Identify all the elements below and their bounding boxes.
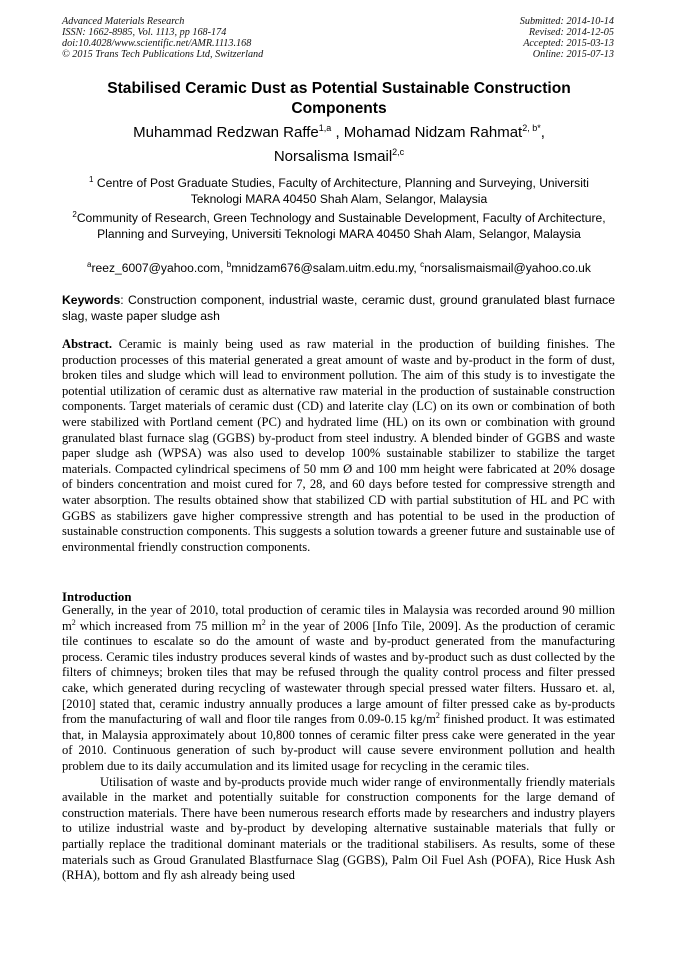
email-address[interactable]: norsalismaismail@yahoo.co.uk <box>424 261 591 275</box>
author-sup: 2,c <box>392 147 405 157</box>
author-sup: 1,a <box>318 123 332 133</box>
section-heading-introduction: Introduction <box>62 590 132 604</box>
introduction-body <box>62 603 615 884</box>
date-accepted: Accepted: 2015-03-13 <box>523 38 614 49</box>
affiliation-text: Community of Research, Green Technology and Sustainable Development, Faculty of Architecture, Planning and Surveying, Universiti Teknologi MARA 40450 Shah Alam, Selangor, Malaysia <box>76 211 606 241</box>
intro-paragraph-2: Utilisation of waste and by-products provide much wider range of environmentally friendly materials available in the market and potentially suitable for construction components for the large demand of construction materials. There have been numerous research efforts made by researchers and industry players to utilize industrial waste and by-product by developing alternative sustainable materials that fully or partially replace the traditional dominant materials or the traditional stabilisers. As results, some of these materials such as Groud Granulated Blastfurnace Slag (GGBS), Palm Oil Fuel Ash (POFA), Rice Husk Ash (RHA), bottom and fly ash already being used <box>62 774 615 883</box>
journal-name: Advanced Materials Research <box>62 16 185 27</box>
affiliation-text: Centre of Post Graduate Studies, Faculty of Architecture, Planning and Surveying, Universiti Teknologi MARA 40450 Shah Alam, Selangor, Malaysia <box>93 176 589 206</box>
intro-text: in the year of 2006 [Info Tile, 2009]. As the production of ceramic tile continues to escalate so do the amount of waste and by-product generated from the manufacturing process. Ceramic tiles industry produces several kinds of wastes and by-product such as dust collected by the filters of chimneys; broken tiles that may be refused through the quality control process and filter pressed cake, which generated during recycling of wastewater through special pressed water filters. Hussaro et. al, [2010] stated that, ceramic industry annually produces a large amount of filter pressed cake as by-products from the manufacturing of wall and floor tile ranges from 0.09-0.15 kg/m <box>62 618 615 727</box>
abstract <box>62 337 615 555</box>
author-sup: 2, b* <box>522 123 541 133</box>
author-sep: , <box>540 124 545 141</box>
email-address[interactable]: mnidzam676@salam.uitm.edu.my, <box>231 261 421 275</box>
intro-text: which increased from 75 million m <box>75 618 262 633</box>
journal-doi[interactable]: doi:10.4028/www.scientific.net/AMR.1113.168 <box>62 38 252 49</box>
affiliation-1 <box>62 175 616 207</box>
abstract-text: Ceramic is mainly being used as raw material in the production of building finishes. The production processes of this material generated a great amount of waste and by-product in the form of dust, broken tiles and sludge which will lead to environment pollution. The aim of this study is to investigate the potential utilization of ceramic dust as alternative raw material in the production of sustainable construction components. Target materials of ceramic dust (CD) and laterite clay (LC) on its own or combination of both were stabilized with Portland cement (PC) and hydrated lime (HL) on its own or combination with ground granulated blast furnace slag (GGBS) by-product from steel industry. A blended binder of GGBS and waste paper sludge ash (WPSA) was also used to develop 100% sustainable stabilizer to stabilize the target materials. Compacted cylindrical specimens of 50 mm Ø and 100 mm height were fabricated at 20% dosage of binders concentration and moist cured for 7, 28, and 60 days before tested for compressive strength and water absorption. The results obtained show that stabilized CD with partial substitution of HL and PC with GGBS as stabilizers gave higher compressive strength and has potential to be used in the production of sustainable construction components. This suggests a solution towards a greener future and sustainable use of environmental friendly construction components. <box>62 337 615 554</box>
author-name: Norsalisma Ismail <box>273 148 393 165</box>
intro-sup: 2 <box>435 710 440 720</box>
intro-text: finished product. It was estimated that, in Malaysia approximately about 10,800 tonnes of ceramic filter press cake were generated in the year of 2010. Continuous generation of such by-product will cause severe environment pollution and health problem due to its daily accumulation and its limited usage for recycling in the ceramic tiles. <box>62 712 615 773</box>
intro-text: Generally, in the year of 2010, total production of ceramic tiles in Malaysia was recorded around 90 million m <box>62 603 615 633</box>
date-online: Online: 2015-07-13 <box>532 49 614 60</box>
email-sup: a <box>87 259 92 269</box>
keywords-label: Keywords <box>62 293 121 307</box>
journal-info <box>62 16 263 60</box>
email-address[interactable]: reez_6007@yahoo.com, <box>91 261 227 275</box>
affiliation-sup: 1 <box>89 174 94 184</box>
keywords-text: : Construction component, industrial waste, ceramic dust, ground granulated blast furnace slag, waste paper sludge ash <box>62 293 615 323</box>
journal-copyright: © 2015 Trans Tech Publications Ltd, Switzerland <box>62 49 264 60</box>
intro-sup: 2 <box>261 617 266 627</box>
abstract-label: Abstract. <box>62 337 113 351</box>
publication-dates <box>520 16 614 60</box>
email-sup: c <box>420 259 425 269</box>
email-sup: b <box>226 259 232 269</box>
intro-sup: 2 <box>71 617 76 627</box>
intro-paragraph-1 <box>62 603 615 775</box>
affiliation-2 <box>62 210 616 242</box>
journal-issn: ISSN: 1662-8985, Vol. 1113, pp 168-174 <box>62 27 227 38</box>
paper-title: Stabilised Ceramic Dust as Potential Sustainable Construction Components <box>107 80 571 117</box>
author-list <box>62 121 616 169</box>
keywords <box>62 292 615 324</box>
author-sep: , <box>331 124 344 141</box>
date-revised: Revised: 2014-12-05 <box>528 27 614 38</box>
email-list <box>62 260 616 276</box>
author-name: Muhammad Redzwan Raffe <box>133 124 319 141</box>
affiliation-sup: 2 <box>72 209 77 219</box>
author-name: Mohamad Nidzam Rahmat <box>343 124 523 141</box>
date-submitted: Submitted: 2014-10-14 <box>519 16 614 27</box>
